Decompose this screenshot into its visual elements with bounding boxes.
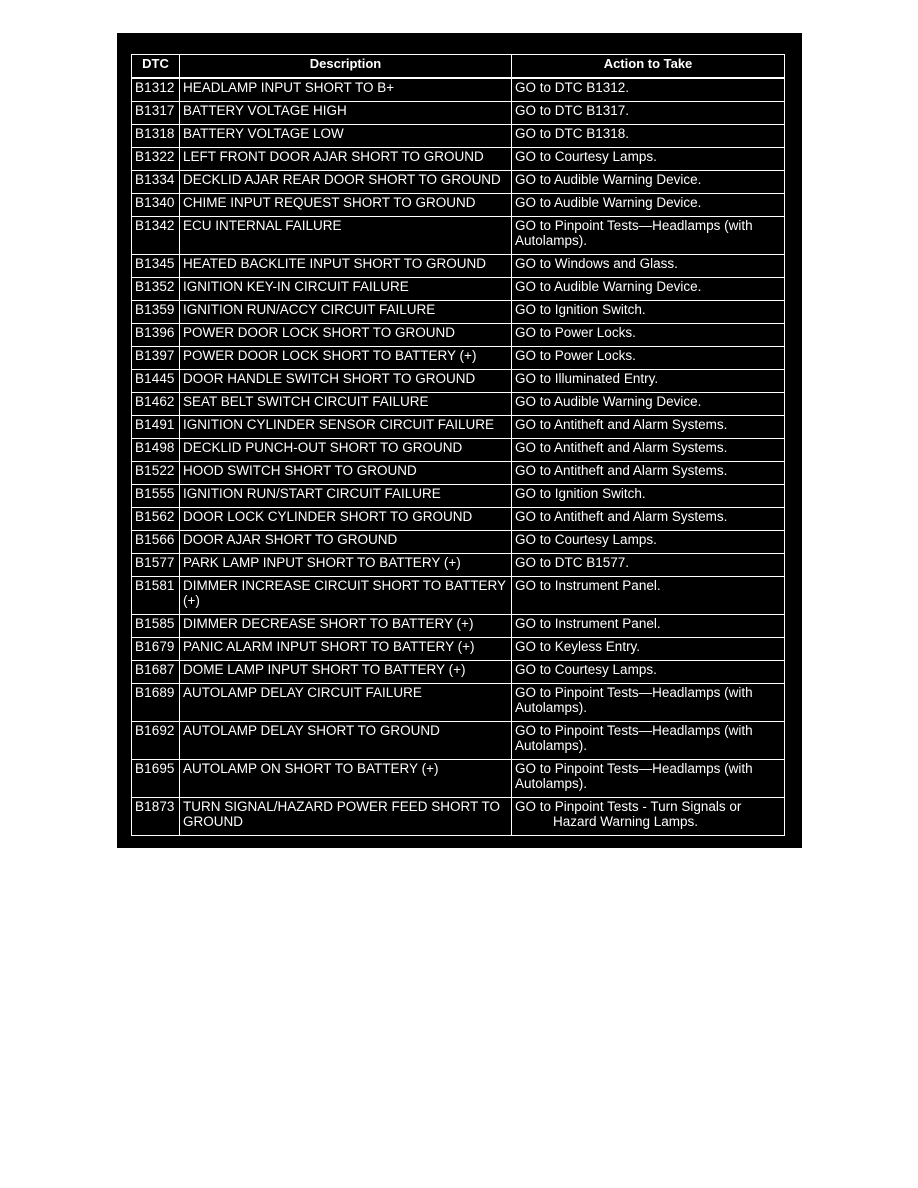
action-target-line2: Hazard Warning Lamps.	[553, 814, 699, 829]
action-prefix: GO to	[515, 172, 552, 187]
description-cell: DIMMER DECREASE SHORT TO BATTERY (+)	[179, 614, 511, 637]
dtc-code-cell: B1359	[131, 300, 179, 323]
dtc-code-cell: B1555	[131, 484, 179, 507]
header-action: Action to Take	[511, 54, 785, 78]
description-cell: AUTOLAMP DELAY SHORT TO GROUND	[179, 721, 511, 759]
table-row	[131, 721, 785, 759]
action-target: Audible Warning Device.	[554, 279, 702, 294]
description-cell: DOOR HANDLE SWITCH SHORT TO GROUND	[179, 369, 511, 392]
dtc-code-cell: B1581	[131, 576, 179, 614]
action-target: Instrument Panel.	[554, 578, 661, 593]
action-prefix: GO to	[515, 394, 552, 409]
table-row	[131, 254, 785, 277]
table-row	[131, 637, 785, 660]
table-header-row	[131, 54, 785, 78]
action-prefix: GO to DTC B1312.	[515, 80, 630, 95]
action-prefix: GO to	[515, 799, 552, 814]
action-prefix: GO to	[515, 417, 552, 432]
table-row	[131, 147, 785, 170]
action-prefix: GO to	[515, 325, 552, 340]
dtc-table-body	[131, 78, 785, 836]
action-target: Audible Warning Device.	[554, 172, 702, 187]
action-cell	[511, 683, 785, 721]
action-cell	[511, 438, 785, 461]
action-prefix: GO to	[515, 440, 552, 455]
action-target: Windows and Glass.	[554, 256, 678, 271]
description-cell: IGNITION CYLINDER SENSOR CIRCUIT FAILURE	[179, 415, 511, 438]
action-cell	[511, 78, 785, 101]
dtc-code-cell: B1679	[131, 637, 179, 660]
action-cell	[511, 637, 785, 660]
dtc-code-cell: B1491	[131, 415, 179, 438]
table-row	[131, 461, 785, 484]
dtc-code-cell: B1522	[131, 461, 179, 484]
action-target: Audible Warning Device.	[554, 394, 702, 409]
dtc-code-cell: B1340	[131, 193, 179, 216]
table-row	[131, 101, 785, 124]
action-cell	[511, 300, 785, 323]
action-prefix: GO to	[515, 279, 552, 294]
action-target: Ignition Switch.	[554, 302, 646, 317]
table-row	[131, 530, 785, 553]
description-cell: POWER DOOR LOCK SHORT TO GROUND	[179, 323, 511, 346]
action-cell	[511, 193, 785, 216]
action-cell	[511, 369, 785, 392]
action-cell	[511, 461, 785, 484]
action-target: Keyless Entry.	[554, 639, 641, 654]
table-row	[131, 170, 785, 193]
description-cell: IGNITION RUN/START CIRCUIT FAILURE	[179, 484, 511, 507]
action-prefix: GO to	[515, 302, 552, 317]
description-cell: DOME LAMP INPUT SHORT TO BATTERY (+)	[179, 660, 511, 683]
description-cell: DECKLID AJAR REAR DOOR SHORT TO GROUND	[179, 170, 511, 193]
action-cell	[511, 530, 785, 553]
dtc-code-cell: B1396	[131, 323, 179, 346]
dtc-code-cell: B1317	[131, 101, 179, 124]
table-row	[131, 759, 785, 797]
action-cell	[511, 254, 785, 277]
description-cell: DOOR LOCK CYLINDER SHORT TO GROUND	[179, 507, 511, 530]
action-target: Audible Warning Device.	[554, 195, 702, 210]
table-row	[131, 614, 785, 637]
action-cell	[511, 759, 785, 797]
dtc-code-cell: B1692	[131, 721, 179, 759]
dtc-code-cell: B1334	[131, 170, 179, 193]
description-cell: AUTOLAMP ON SHORT TO BATTERY (+)	[179, 759, 511, 797]
dtc-code-cell: B1312	[131, 78, 179, 101]
header-description: Description	[179, 54, 511, 78]
dtc-code-cell: B1342	[131, 216, 179, 254]
action-cell	[511, 124, 785, 147]
table-row	[131, 277, 785, 300]
action-prefix: GO to	[515, 256, 552, 271]
description-cell: HOOD SWITCH SHORT TO GROUND	[179, 461, 511, 484]
description-cell: DOOR AJAR SHORT TO GROUND	[179, 530, 511, 553]
action-cell	[511, 170, 785, 193]
action-cell	[511, 277, 785, 300]
action-cell	[511, 415, 785, 438]
action-cell	[511, 101, 785, 124]
action-cell	[511, 484, 785, 507]
action-target: Illuminated Entry.	[554, 371, 659, 386]
action-prefix: GO to	[515, 149, 552, 164]
table-row	[131, 576, 785, 614]
description-cell: DECKLID PUNCH-OUT SHORT TO GROUND	[179, 438, 511, 461]
action-prefix: GO to	[515, 662, 552, 677]
action-cell	[511, 392, 785, 415]
action-cell	[511, 553, 785, 576]
table-row	[131, 300, 785, 323]
action-target: Courtesy Lamps.	[554, 662, 657, 677]
dtc-code-cell: B1689	[131, 683, 179, 721]
description-cell: ECU INTERNAL FAILURE	[179, 216, 511, 254]
description-cell: POWER DOOR LOCK SHORT TO BATTERY (+)	[179, 346, 511, 369]
action-target: Power Locks.	[554, 325, 636, 340]
dtc-code-cell: B1585	[131, 614, 179, 637]
table-row	[131, 323, 785, 346]
dtc-code-cell: B1445	[131, 369, 179, 392]
action-cell	[511, 660, 785, 683]
table-row	[131, 392, 785, 415]
dtc-code-cell: B1577	[131, 553, 179, 576]
action-prefix: GO to Pinpoint Tests—Headlamps (with Autolamps).	[515, 685, 753, 715]
action-prefix: GO to Pinpoint Tests—Headlamps (with Autolamps).	[515, 723, 753, 753]
action-target: Antitheft and Alarm Systems.	[554, 417, 728, 432]
table-row	[131, 346, 785, 369]
description-cell: HEADLAMP INPUT SHORT TO B+	[179, 78, 511, 101]
description-cell: DIMMER INCREASE CIRCUIT SHORT TO BATTERY (+)	[179, 576, 511, 614]
action-prefix: GO to DTC B1317.	[515, 103, 630, 118]
action-cell	[511, 576, 785, 614]
action-prefix: GO to	[515, 509, 552, 524]
description-cell: CHIME INPUT REQUEST SHORT TO GROUND	[179, 193, 511, 216]
dtc-code-cell: B1695	[131, 759, 179, 797]
dtc-code-cell: B1562	[131, 507, 179, 530]
action-prefix: GO to	[515, 486, 552, 501]
table-row	[131, 507, 785, 530]
description-cell: LEFT FRONT DOOR AJAR SHORT TO GROUND	[179, 147, 511, 170]
action-prefix: GO to	[515, 463, 552, 478]
description-cell: IGNITION KEY-IN CIRCUIT FAILURE	[179, 277, 511, 300]
description-cell: BATTERY VOLTAGE HIGH	[179, 101, 511, 124]
dtc-table-panel	[117, 33, 802, 848]
action-target: Courtesy Lamps.	[554, 532, 657, 547]
dtc-code-cell: B1345	[131, 254, 179, 277]
action-cell	[511, 507, 785, 530]
action-prefix: GO to DTC B1318.	[515, 126, 630, 141]
description-cell: IGNITION RUN/ACCY CIRCUIT FAILURE	[179, 300, 511, 323]
action-target: Courtesy Lamps.	[554, 149, 657, 164]
table-row	[131, 216, 785, 254]
description-cell: PARK LAMP INPUT SHORT TO BATTERY (+)	[179, 553, 511, 576]
action-target: Pinpoint Tests - Turn Signals or	[554, 799, 742, 814]
dtc-table	[131, 54, 785, 836]
table-row	[131, 660, 785, 683]
dtc-code-cell: B1498	[131, 438, 179, 461]
action-cell	[511, 346, 785, 369]
action-target: Antitheft and Alarm Systems.	[554, 509, 728, 524]
header-dtc: DTC	[131, 54, 179, 78]
action-target: Instrument Panel.	[554, 616, 661, 631]
action-target: Antitheft and Alarm Systems.	[554, 463, 728, 478]
description-cell: PANIC ALARM INPUT SHORT TO BATTERY (+)	[179, 637, 511, 660]
description-cell: TURN SIGNAL/HAZARD POWER FEED SHORT TO GROUND	[179, 797, 511, 836]
dtc-code-cell: B1397	[131, 346, 179, 369]
action-prefix: GO to Pinpoint Tests—Headlamps (with Autolamps).	[515, 761, 753, 791]
action-prefix: GO to DTC B1577.	[515, 555, 630, 570]
description-cell: AUTOLAMP DELAY CIRCUIT FAILURE	[179, 683, 511, 721]
table-row	[131, 553, 785, 576]
table-row	[131, 369, 785, 392]
dtc-code-cell: B1462	[131, 392, 179, 415]
action-prefix: GO to	[515, 639, 552, 654]
action-prefix: GO to	[515, 616, 552, 631]
dtc-code-cell: B1687	[131, 660, 179, 683]
action-cell	[511, 323, 785, 346]
action-target: Antitheft and Alarm Systems.	[554, 440, 728, 455]
action-prefix: GO to	[515, 532, 552, 547]
dtc-code-cell: B1873	[131, 797, 179, 836]
dtc-code-cell: B1566	[131, 530, 179, 553]
action-cell	[511, 797, 785, 836]
table-row	[131, 484, 785, 507]
table-row	[131, 415, 785, 438]
dtc-code-cell: B1352	[131, 277, 179, 300]
action-cell	[511, 614, 785, 637]
table-row	[131, 193, 785, 216]
table-row	[131, 78, 785, 101]
action-target: Ignition Switch.	[554, 486, 646, 501]
action-prefix: GO to	[515, 371, 552, 386]
description-cell: SEAT BELT SWITCH CIRCUIT FAILURE	[179, 392, 511, 415]
dtc-code-cell: B1318	[131, 124, 179, 147]
action-target: Power Locks.	[554, 348, 636, 363]
dtc-code-cell: B1322	[131, 147, 179, 170]
table-row	[131, 797, 785, 836]
action-prefix: GO to	[515, 195, 552, 210]
description-cell: HEATED BACKLITE INPUT SHORT TO GROUND	[179, 254, 511, 277]
action-cell	[511, 721, 785, 759]
action-prefix: GO to	[515, 348, 552, 363]
table-row	[131, 438, 785, 461]
action-cell	[511, 216, 785, 254]
table-row	[131, 683, 785, 721]
table-row	[131, 124, 785, 147]
action-prefix: GO to Pinpoint Tests—Headlamps (with Autolamps).	[515, 218, 753, 248]
action-cell	[511, 147, 785, 170]
action-prefix: GO to	[515, 578, 552, 593]
description-cell: BATTERY VOLTAGE LOW	[179, 124, 511, 147]
